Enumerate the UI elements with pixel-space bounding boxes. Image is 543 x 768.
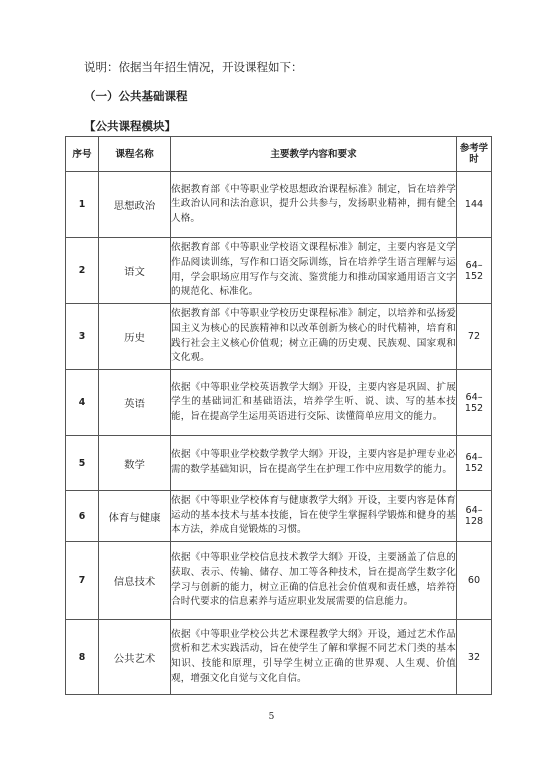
header-name: 课程名称 [99,137,171,172]
row-name: 公共艺术 [99,620,171,695]
row-hours: 32 [457,620,492,695]
row-content: 依据教育部《中等职业学校思想政治课程标准》制定，旨在培养学生政治认同和法治意识，提升公共参与，发扬职业精神，拥有健全人格。 [171,172,457,238]
row-hours: 64–152 [457,436,492,491]
table-row [66,238,492,304]
table-row [66,304,492,370]
intro-text: 说明：依据当年招生情况，开设课程如下： [84,60,303,74]
row-content: 依据教育部《中等职业学校历史课程标准》制定，以培养和弘扬爱国主义为核心的民族精神和以改革创新为核心的时代精神，培育和践行社会主义核心价值观；树立正确的历史观、民族观、国家观和文化观。 [171,304,457,370]
row-content: 依据《中等职业学校公共艺术课程教学大纲》开设，通过艺术作品赏析和艺术实践活动，旨在使学生了解和掌握不同艺术门类的基本知识、技能和原理，引导学生树立正确的世界观、人生观、价值观，增强文化自觉与文化自信。 [171,620,457,695]
row-no: 2 [66,238,99,304]
row-no: 1 [66,172,99,238]
row-name: 信息技术 [99,542,171,620]
row-content: 依据《中等职业学校数学教学大纲》开设，主要内容是护理专业必需的数学基础知识，旨在提高学生在护理工作中应用数学的能力。 [171,436,457,491]
row-no: 7 [66,542,99,620]
row-name: 语文 [99,238,171,304]
header-content: 主要教学内容和要求 [171,137,457,172]
row-no: 8 [66,620,99,695]
row-content: 依据《中等职业学校英语教学大纲》开设，主要内容是巩固、扩展学生的基础词汇和基础语法，培养学生听、说、读、写的基本技能，旨在提高学生运用英语进行交际、读懂简单应用文的能力。 [171,370,457,436]
row-hours: 72 [457,304,492,370]
row-name: 数学 [99,436,171,491]
table-row [66,542,492,620]
row-content: 依据教育部《中等职业学校语文课程标准》制定，主要内容是文学作品阅读训练，写作和口语交际训练，旨在培养学生语言理解与运用，学会职场应用写作与交流、鉴赏能力和推动国家通用语言文字的规范化、标准化。 [171,238,457,304]
table-row [66,172,492,238]
module-title: 【公共课程模块】 [84,119,176,133]
row-name: 英语 [99,370,171,436]
row-name: 历史 [99,304,171,370]
section-title: （一）公共基础课程 [84,89,188,103]
header-no: 序号 [66,137,99,172]
row-hours: 60 [457,542,492,620]
header-hours: 参考学时 [457,137,492,172]
row-no: 6 [66,491,99,542]
table-row [66,370,492,436]
row-content: 依据《中等职业学校体育与健康教学大纲》开设，主要内容是体育运动的基本技术与基本技能，旨在使学生掌握科学锻炼和健身的基本方法，养成自觉锻炼的习惯。 [171,491,457,542]
row-content: 依据《中等职业学校信息技术教学大纲》开设，主要涵盖了信息的获取、表示、传输、储存、加工等各种技术，旨在提高学生数字化学习与创新的能力，树立正确的信息社会价值观和责任感，培养符合时代要求的信息素养与适应职业发展需要的信息能力。 [171,542,457,620]
table-row [66,436,492,491]
row-hours: 64–152 [457,370,492,436]
row-name: 体育与健康 [99,491,171,542]
table-row [66,491,492,542]
row-hours: 144 [457,172,492,238]
page-number: 5 [268,712,275,722]
row-no: 4 [66,370,99,436]
row-no: 5 [66,436,99,491]
row-hours: 64–128 [457,491,492,542]
row-no: 3 [66,304,99,370]
row-name: 思想政治 [99,172,171,238]
table-row [66,620,492,695]
curriculum-table [65,136,492,695]
table-header-row [66,137,492,172]
row-hours: 64–152 [457,238,492,304]
